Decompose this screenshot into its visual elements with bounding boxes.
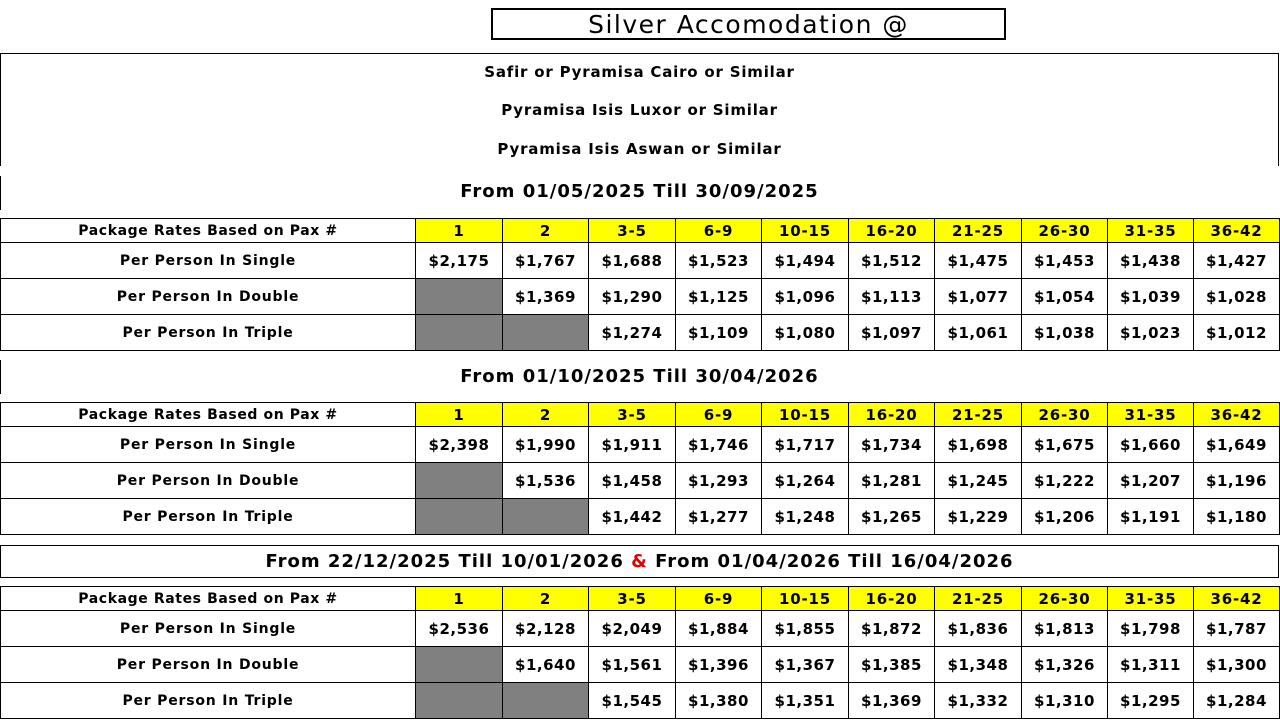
rate-cell: $1,180 xyxy=(1194,499,1280,535)
rate-cell: $1,023 xyxy=(1108,315,1194,351)
period-range-2: From 01/04/2026 Till 16/04/2026 xyxy=(655,551,1014,572)
rate-cell: $1,096 xyxy=(762,279,849,315)
pax-column-header: 36-42 xyxy=(1194,403,1280,427)
rate-cell: $1,698 xyxy=(935,427,1022,463)
rate-cell: $1,264 xyxy=(762,463,849,499)
pax-column-header: 26-30 xyxy=(1022,587,1108,611)
rate-cell: $1,427 xyxy=(1194,243,1280,279)
rate-cell: $1,836 xyxy=(935,611,1022,647)
pax-column-header: 21-25 xyxy=(935,219,1022,243)
unavailable-cell xyxy=(503,683,589,719)
table-row xyxy=(1,279,1280,315)
period-title: From 01/10/2025 Till 30/04/2026 xyxy=(460,366,819,387)
header-label: Package Rates Based on Pax # xyxy=(1,587,416,611)
row-label: Per Person In Double xyxy=(1,647,416,683)
row-label: Per Person In Triple xyxy=(1,315,416,351)
pax-column-header: 36-42 xyxy=(1194,219,1280,243)
unavailable-cell xyxy=(416,463,503,499)
table-row xyxy=(1,243,1280,279)
rates-table xyxy=(0,218,1280,351)
rate-cell: $1,767 xyxy=(503,243,589,279)
rate-cell: $1,561 xyxy=(589,647,676,683)
table-row xyxy=(1,427,1280,463)
rate-cell: $1,295 xyxy=(1108,683,1194,719)
rate-cell: $2,175 xyxy=(416,243,503,279)
pax-column-header: 21-25 xyxy=(935,587,1022,611)
rate-cell: $1,284 xyxy=(1194,683,1280,719)
rate-cell: $1,688 xyxy=(589,243,676,279)
rate-cell: $1,054 xyxy=(1022,279,1108,315)
rate-cell: $1,512 xyxy=(849,243,935,279)
rate-cell: $1,348 xyxy=(935,647,1022,683)
pax-column-header: 1 xyxy=(416,403,503,427)
rates-table xyxy=(0,586,1280,719)
rate-cell: $1,109 xyxy=(676,315,762,351)
period-range-1: From 22/12/2025 Till 10/01/2026 xyxy=(265,551,624,572)
rate-cell: $1,196 xyxy=(1194,463,1280,499)
pax-column-header: 3-5 xyxy=(589,587,676,611)
table-header-row xyxy=(1,403,1280,427)
table-row xyxy=(1,315,1280,351)
rate-cell: $1,012 xyxy=(1194,315,1280,351)
rate-cell: $2,536 xyxy=(416,611,503,647)
rate-cell: $1,536 xyxy=(503,463,589,499)
unavailable-cell xyxy=(416,683,503,719)
rate-cell: $1,453 xyxy=(1022,243,1108,279)
rate-cell: $1,281 xyxy=(849,463,935,499)
rate-cell: $1,884 xyxy=(676,611,762,647)
rate-cell: $1,039 xyxy=(1108,279,1194,315)
rate-cell: $1,290 xyxy=(589,279,676,315)
row-label: Per Person In Triple xyxy=(1,499,416,535)
rate-cell: $1,311 xyxy=(1108,647,1194,683)
rate-cell: $1,872 xyxy=(849,611,935,647)
pax-column-header: 6-9 xyxy=(676,587,762,611)
rate-cell: $1,351 xyxy=(762,683,849,719)
rate-cell: $1,038 xyxy=(1022,315,1108,351)
row-label: Per Person In Single xyxy=(1,243,416,279)
rate-cell: $1,640 xyxy=(503,647,589,683)
pax-column-header: 21-25 xyxy=(935,403,1022,427)
rate-cell: $1,855 xyxy=(762,611,849,647)
table-row xyxy=(1,647,1280,683)
rate-cell: $1,458 xyxy=(589,463,676,499)
table-row xyxy=(1,683,1280,719)
rate-cell: $2,049 xyxy=(589,611,676,647)
row-label: Per Person In Single xyxy=(1,427,416,463)
pax-column-header: 16-20 xyxy=(849,403,935,427)
pax-column-header: 36-42 xyxy=(1194,587,1280,611)
rates-table xyxy=(0,402,1280,535)
row-label: Per Person In Double xyxy=(1,463,416,499)
rate-cell: $1,248 xyxy=(762,499,849,535)
unavailable-cell xyxy=(416,499,503,535)
pax-column-header: 1 xyxy=(416,219,503,243)
unavailable-cell xyxy=(503,315,589,351)
pax-column-header: 3-5 xyxy=(589,219,676,243)
rate-cell: $1,061 xyxy=(935,315,1022,351)
row-label: Per Person In Single xyxy=(1,611,416,647)
pax-column-header: 16-20 xyxy=(849,587,935,611)
hotel-cairo: Safir or Pyramisa Cairo or Similar xyxy=(484,63,795,81)
rate-cell: $1,660 xyxy=(1108,427,1194,463)
pax-column-header: 10-15 xyxy=(762,403,849,427)
rate-cell: $1,649 xyxy=(1194,427,1280,463)
rate-cell: $1,717 xyxy=(762,427,849,463)
rate-cell: $1,523 xyxy=(676,243,762,279)
rate-cell: $1,734 xyxy=(849,427,935,463)
pax-column-header: 26-30 xyxy=(1022,403,1108,427)
pax-column-header: 3-5 xyxy=(589,403,676,427)
rate-cell: $1,380 xyxy=(676,683,762,719)
pax-column-header: 2 xyxy=(503,403,589,427)
rate-cell: $1,326 xyxy=(1022,647,1108,683)
hotel-aswan: Pyramisa Isis Aswan or Similar xyxy=(497,140,782,158)
rate-cell: $1,229 xyxy=(935,499,1022,535)
header-label: Package Rates Based on Pax # xyxy=(1,403,416,427)
hotel-list xyxy=(0,53,1279,166)
rate-cell: $1,080 xyxy=(762,315,849,351)
rate-cell: $1,277 xyxy=(676,499,762,535)
table-header-row xyxy=(1,587,1280,611)
rate-cell: $1,494 xyxy=(762,243,849,279)
rate-cell: $1,990 xyxy=(503,427,589,463)
rate-cell: $1,207 xyxy=(1108,463,1194,499)
pax-column-header: 2 xyxy=(503,219,589,243)
rate-cell: $1,028 xyxy=(1194,279,1280,315)
pax-column-header: 26-30 xyxy=(1022,219,1108,243)
row-label: Per Person In Triple xyxy=(1,683,416,719)
pax-column-header: 10-15 xyxy=(762,219,849,243)
pax-column-header: 6-9 xyxy=(676,219,762,243)
rate-cell: $1,813 xyxy=(1022,611,1108,647)
unavailable-cell xyxy=(416,647,503,683)
table-header-row xyxy=(1,219,1280,243)
rate-cell: $1,369 xyxy=(503,279,589,315)
rate-cell: $1,746 xyxy=(676,427,762,463)
rate-cell: $1,310 xyxy=(1022,683,1108,719)
rate-cell: $2,398 xyxy=(416,427,503,463)
pax-column-header: 31-35 xyxy=(1108,587,1194,611)
rate-cell: $1,385 xyxy=(849,647,935,683)
rate-cell: $1,191 xyxy=(1108,499,1194,535)
rate-cell: $1,475 xyxy=(935,243,1022,279)
row-label: Per Person In Double xyxy=(1,279,416,315)
unavailable-cell xyxy=(416,279,503,315)
rate-cell: $1,293 xyxy=(676,463,762,499)
rate-cell: $1,369 xyxy=(849,683,935,719)
pax-column-header: 31-35 xyxy=(1108,403,1194,427)
header-label: Package Rates Based on Pax # xyxy=(1,219,416,243)
rate-cell: $1,367 xyxy=(762,647,849,683)
rate-cell: $1,245 xyxy=(935,463,1022,499)
period-title xyxy=(0,545,1279,578)
period-title: From 01/05/2025 Till 30/09/2025 xyxy=(460,181,819,202)
rate-cell: $1,097 xyxy=(849,315,935,351)
ampersand: & xyxy=(631,551,648,572)
rate-cell: $1,396 xyxy=(676,647,762,683)
rate-cell: $1,442 xyxy=(589,499,676,535)
hotel-luxor: Pyramisa Isis Luxor or Similar xyxy=(501,101,778,119)
page-title: Silver Accomodation @ xyxy=(491,8,1006,40)
rate-cell: $2,128 xyxy=(503,611,589,647)
unavailable-cell xyxy=(416,315,503,351)
rate-cell: $1,438 xyxy=(1108,243,1194,279)
rate-cell: $1,300 xyxy=(1194,647,1280,683)
unavailable-cell xyxy=(503,499,589,535)
table-row xyxy=(1,463,1280,499)
pax-column-header: 1 xyxy=(416,587,503,611)
pax-column-header: 2 xyxy=(503,587,589,611)
rate-cell: $1,077 xyxy=(935,279,1022,315)
rate-cell: $1,125 xyxy=(676,279,762,315)
rate-cell: $1,265 xyxy=(849,499,935,535)
pax-column-header: 31-35 xyxy=(1108,219,1194,243)
rate-cell: $1,545 xyxy=(589,683,676,719)
rate-cell: $1,206 xyxy=(1022,499,1108,535)
rate-cell: $1,274 xyxy=(589,315,676,351)
pax-column-header: 10-15 xyxy=(762,587,849,611)
rate-cell: $1,222 xyxy=(1022,463,1108,499)
rate-cell: $1,113 xyxy=(849,279,935,315)
pax-column-header: 6-9 xyxy=(676,403,762,427)
rate-cell: $1,911 xyxy=(589,427,676,463)
rate-cell: $1,787 xyxy=(1194,611,1280,647)
table-row xyxy=(1,499,1280,535)
rate-cell: $1,675 xyxy=(1022,427,1108,463)
rate-cell: $1,332 xyxy=(935,683,1022,719)
table-row xyxy=(1,611,1280,647)
rate-cell: $1,798 xyxy=(1108,611,1194,647)
pax-column-header: 16-20 xyxy=(849,219,935,243)
